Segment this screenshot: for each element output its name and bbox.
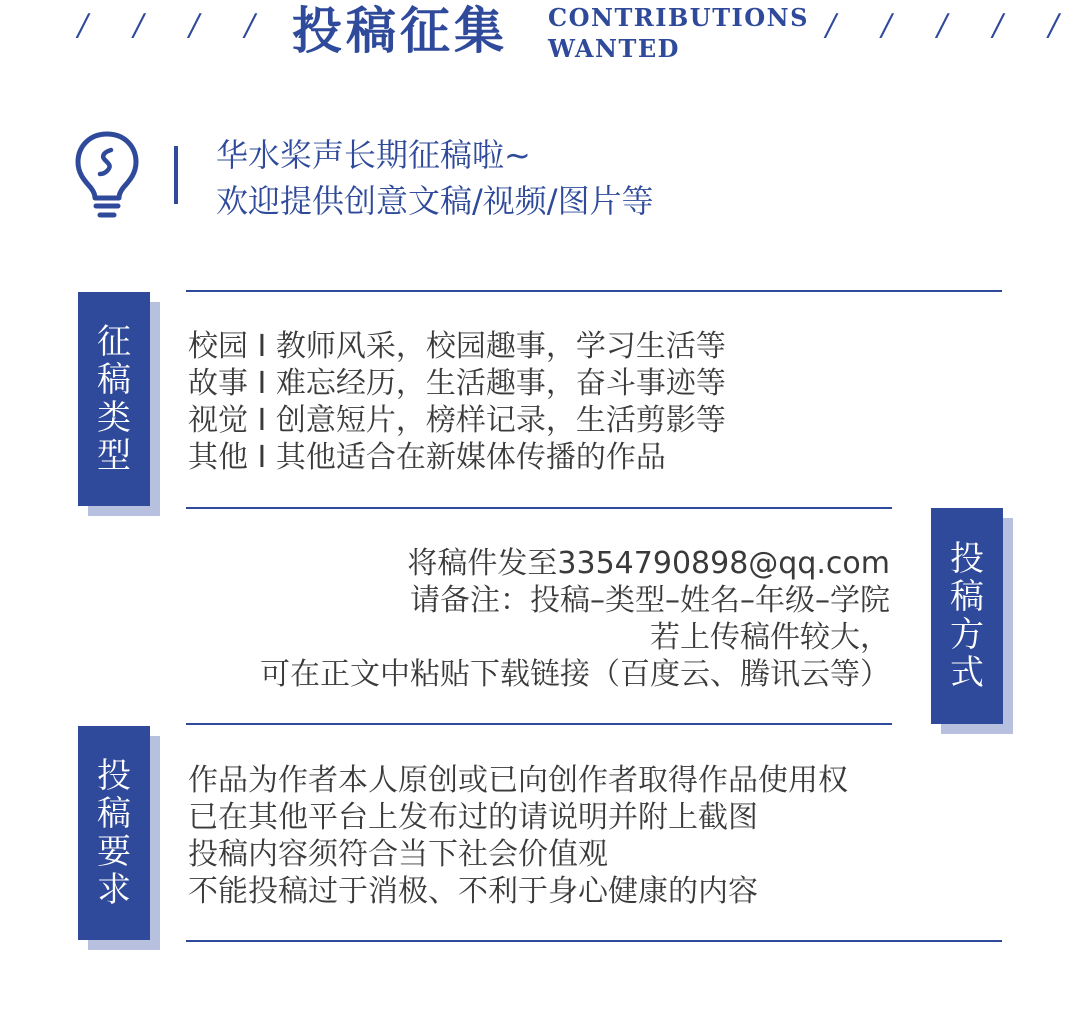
- list-item: 视觉 I 创意短片，榜样记录，生活剪影等: [188, 403, 726, 438]
- page-title: 投稿征集: [292, 1, 508, 60]
- list-item: 不能投稿过于消极、不利于身心健康的内容: [188, 874, 758, 909]
- list-item: 将稿件发至3354790898@qq.com: [407, 546, 890, 581]
- list-item: 可在正文中粘贴下载链接（百度云、腾讯云等）: [260, 657, 890, 692]
- types-list: [188, 328, 726, 476]
- list-item: 作品为作者本人原创或已向创作者取得作品使用权: [188, 763, 848, 798]
- divider: [186, 290, 1002, 292]
- list-item: 若上传稿件较大，: [650, 620, 890, 655]
- intro-line-2: 欢迎提供创意文稿/视频/图片等: [216, 182, 654, 220]
- section-label-method: 投稿方式: [931, 508, 1003, 724]
- requirements-list: [188, 762, 848, 910]
- title-en-line2: WANTED: [548, 34, 680, 63]
- list-item: 投稿内容须符合当下社会价值观: [188, 837, 608, 872]
- intro-text: [216, 132, 654, 224]
- list-item: 校园 I 教师风采，校园趣事，学习生活等: [188, 329, 726, 364]
- page-title-english: [548, 2, 809, 64]
- header-slashes-right: / / / / /: [826, 8, 1077, 43]
- section-label-requirements: 投稿要求: [78, 726, 150, 940]
- list-item: 请备注：投稿–类型–姓名–年级–学院: [410, 583, 890, 618]
- list-item: 其他 I 其他适合在新媒体传播的作品: [188, 440, 666, 475]
- intro-line-1: 华水桨声长期征稿啦~: [216, 136, 531, 174]
- intro-divider: [174, 146, 178, 204]
- list-item: 故事 I 难忘经历，生活趣事，奋斗事迹等: [188, 366, 726, 401]
- list-item: 已在其他平台上发布过的请说明并附上截图: [188, 800, 758, 835]
- divider: [186, 940, 1002, 942]
- section-label-types: 征稿类型: [78, 292, 150, 506]
- lightbulb-icon: [74, 130, 140, 220]
- title-en-line1: CONTRIBUTIONS: [548, 3, 809, 32]
- divider: [186, 507, 892, 509]
- header-slashes-left: / / / / /: [78, 8, 329, 43]
- divider: [186, 723, 892, 725]
- method-list: [260, 545, 890, 693]
